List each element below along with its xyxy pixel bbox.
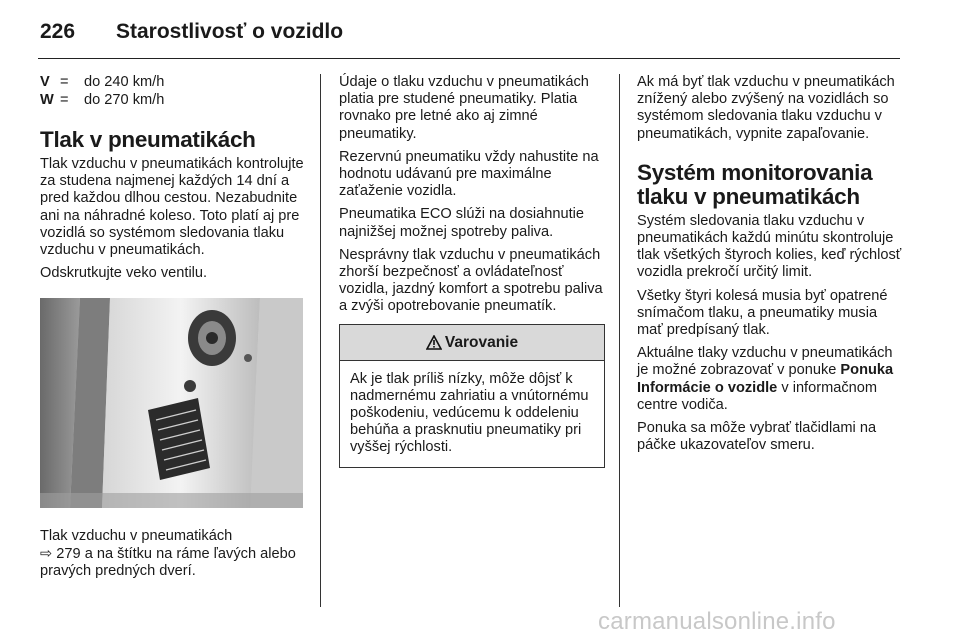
speed-value: do 270 km/h bbox=[84, 92, 165, 109]
column-divider bbox=[619, 74, 620, 607]
paragraph-text: v informačnom centre vodiča. bbox=[637, 379, 878, 413]
door-frame-tire-label-photo bbox=[40, 298, 303, 508]
section-heading-tire-pressure: Tlak v pneumatikách bbox=[40, 127, 256, 152]
speed-letter: V bbox=[40, 74, 50, 91]
paragraph: Ak má byť tlak vzduchu v pneumatikách znížený alebo zvýšený na vozidlách so systémom sledovania tlaku vzduchu v pneumatikách, vypnite zapaľovanie. bbox=[637, 74, 895, 142]
paragraph: Údaje o tlaku vzduchu v pneumatikách platia pre studené pneumatiky. Platia rovnako pre letné ako aj zimné pneumatiky. bbox=[339, 74, 589, 142]
paragraph: Všetky štyri kolesá musia byť opatrené snímačom tlaku, a pneumatiky musia mať predpísaný tlak. bbox=[637, 287, 888, 339]
speed-equals: = bbox=[60, 74, 69, 91]
warning-triangle-icon bbox=[426, 335, 442, 350]
speed-letter: W bbox=[40, 92, 54, 109]
caption-reference-text: 279 a na štítku na ráme ľavých alebo pravých predných dverí. bbox=[40, 545, 296, 579]
column-2 bbox=[339, 74, 605, 468]
column-1 bbox=[40, 74, 306, 586]
speed-rating-w bbox=[40, 92, 306, 110]
watermark: carmanualsonline.info bbox=[598, 608, 836, 635]
speed-rating-v bbox=[40, 74, 306, 92]
warning-text: Ak je tlak príliš nízky, môže dôjsť k nadmernému zahriatiu a vnútornému poškodeniu, vedúcemu k oddeleniu behúňa a prasknutiu pneumatiky pri vyššej rýchlosti. bbox=[350, 370, 589, 456]
paragraph: Rezervnú pneumatiku vždy nahustite na hodnotu udávanú pre maximálne zaťaženie vozidla. bbox=[339, 148, 599, 200]
paragraph: Nesprávny tlak vzduchu v pneumatikách zhorší bezpečnosť a ovládateľnosť vozidla, jazdný komfort a spotrebu paliva a zvýši opotrebovanie pneumatík. bbox=[339, 246, 603, 315]
page-header bbox=[38, 8, 900, 59]
warning-title: Varovanie bbox=[444, 333, 519, 351]
menu-name: Ponuka Informácie o vozidle bbox=[637, 362, 894, 396]
paragraph: Systém sledovania tlaku vzduchu v pneumatikách každú minútu skontroluje tlak všetkých štyroch kolies, keď rýchlosť vozidla prekročí určitý limit. bbox=[637, 212, 902, 281]
warning-header bbox=[340, 325, 604, 361]
arrow-reference-icon: ⇨ bbox=[40, 545, 53, 562]
caption-line-1: Tlak vzduchu v pneumatikách bbox=[40, 528, 233, 545]
paragraph-text: Aktuálne tlaky vzduchu v pneumatikách je možné zobrazovať v ponuke bbox=[637, 345, 893, 379]
paragraph: Odskrutkujte veko ventilu. bbox=[40, 265, 208, 282]
chapter-title: Starostlivosť o vozidlo bbox=[116, 20, 344, 43]
paragraph: Pneumatika ECO slúži na dosiahnutie najnižšej možnej spotreby paliva. bbox=[339, 206, 584, 240]
warning-box bbox=[339, 324, 605, 468]
speed-value: do 240 km/h bbox=[84, 74, 165, 91]
column-divider bbox=[320, 74, 321, 607]
section-heading-tpms: Systém monitorovania tlaku v pneumatikách bbox=[637, 159, 873, 209]
caption-line-2 bbox=[40, 546, 306, 580]
paragraph: Ponuka sa môže vybrať tlačidlami na páčke ukazovateľov smeru. bbox=[637, 420, 877, 454]
page-number: 226 bbox=[40, 20, 76, 43]
paragraph bbox=[637, 345, 905, 414]
speed-equals: = bbox=[60, 92, 69, 109]
paragraph: Tlak vzduchu v pneumatikách kontrolujte za studena najmenej každých 14 dní a pred každou dlhou cestou. Nezabudnite ani na náhradné koleso. Toto platí aj pre vozidlá so systémom sledovania tlaku vzduchu v pneumatikách. bbox=[40, 156, 304, 259]
warning-body bbox=[340, 361, 604, 467]
column-3 bbox=[637, 74, 905, 460]
